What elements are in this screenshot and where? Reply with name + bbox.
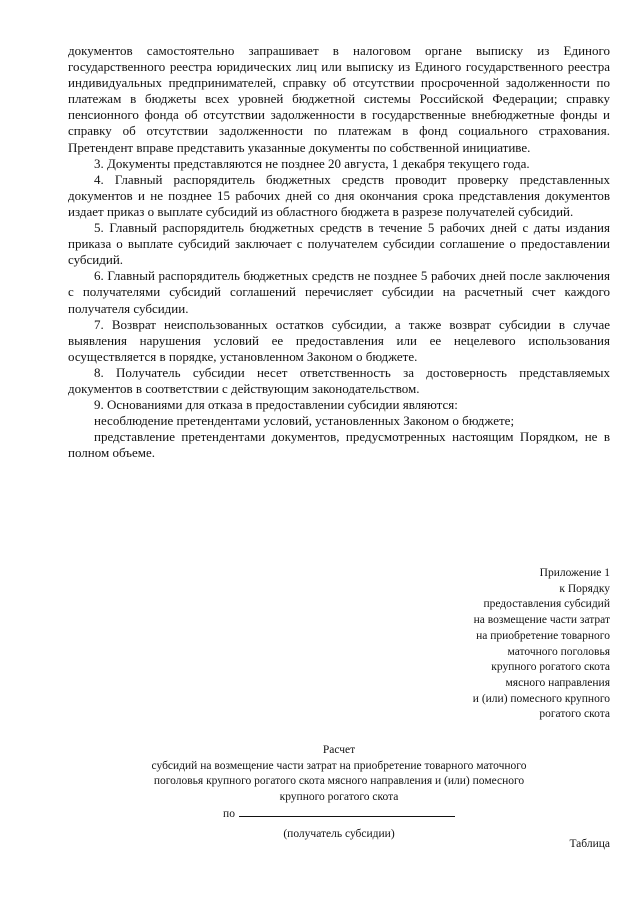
paragraph-5-agreement: 5. Главный распорядитель бюджетных средств в течение 5 рабочих дней с даты издания приказа о выплате субсидий заключает с получателем субсидии соглашение о предоставлении субсидий. xyxy=(68,220,610,268)
recipient-blank xyxy=(239,805,455,817)
paragraph-9-refusal-grounds: 9. Основаниями для отказа в предоставлении субсидии являются: xyxy=(94,397,458,413)
appendix-line: к Порядку xyxy=(559,582,610,595)
appendix-line: мясного направления xyxy=(505,676,610,689)
paragraph-3-deadlines: 3. Документы представляются не позднее 20 августа, 1 декабря текущего года. xyxy=(94,155,530,171)
calculation-heading xyxy=(68,743,610,842)
appendix-line: и (или) помесного крупного xyxy=(472,692,610,705)
appendix-line: маточного поголовья xyxy=(507,645,610,658)
refusal-ground-1: несоблюдение претендентами условий, установленных Законом о бюджете; xyxy=(94,413,515,429)
paragraph-documents-request: документов самостоятельно запрашивает в налоговом органе выписку из Единого государственного реестра юридических лиц или выписку из Единого государственного реестра индивидуальных предпринимателей, справку об отсутствии просроченной задолженности по платежам в бюджеты всех уровней бюджетной системы Российской Федерации; справку пенсионного фонда об отсутствии задолженности в государственные внебюджетные фонды и справку об отсутствии задолженности по платежам в фонд социального страхования. Претендент вправе представить указанные документы по собственной инициативе. xyxy=(68,43,610,155)
document-body xyxy=(68,43,610,461)
appendix-line: Приложение 1 xyxy=(539,567,610,579)
calculation-title: Расчет xyxy=(322,744,356,756)
paragraph-8-responsibility: 8. Получатель субсидии несет ответственность за достоверность представляемых документов в соответствии с действующим законодательством. xyxy=(68,364,610,396)
calculation-subtitle-line: поголовья крупного рогатого скота мясного направления и (или) помесного xyxy=(153,775,525,787)
table-label: Таблица xyxy=(569,838,610,850)
refusal-ground-2: представление претендентами документов, предусмотренных настоящим Порядком, не в полном объеме. xyxy=(68,429,610,461)
calculation-subtitle-line: субсидий на возмещение части затрат на приобретение товарного маточного xyxy=(151,759,527,772)
paragraph-7-refund: 7. Возврат неиспользованных остатков субсидии, а также возврат субсидии в случае выявления нарушения условий ее предоставления или ее нецелевого использования осуществляется в порядке, установленном Законом о бюджете. xyxy=(68,316,610,364)
appendix-line: крупного рогатого скота xyxy=(491,661,610,674)
appendix-line: предоставления субсидий xyxy=(483,598,610,611)
paragraph-6-transfer: 6. Главный распорядитель бюджетных средств не позднее 5 рабочих дней после заключения с получателями субсидий соглашений перечисляет субсидии на расчетный счет каждого получателя субсидии. xyxy=(68,268,610,316)
appendix-header xyxy=(350,566,610,723)
appendix-line: на приобретение товарного xyxy=(476,629,610,642)
recipient-caption: (получатель субсидии) xyxy=(283,827,395,840)
appendix-line: рогатого скота xyxy=(539,708,610,721)
appendix-line: на возмещение части затрат xyxy=(473,614,610,627)
by-label: по xyxy=(223,808,235,820)
paragraph-4-review: 4. Главный распорядитель бюджетных средств проводит проверку представленных документов и не позднее 15 рабочих дней со дня окончания срока представления документов издает приказ о выплате субсидий из областного бюджета в разрезе получателей субсидий. xyxy=(68,171,610,219)
recipient-line xyxy=(68,805,610,823)
calculation-subtitle-line: крупного рогатого скота xyxy=(279,790,399,803)
